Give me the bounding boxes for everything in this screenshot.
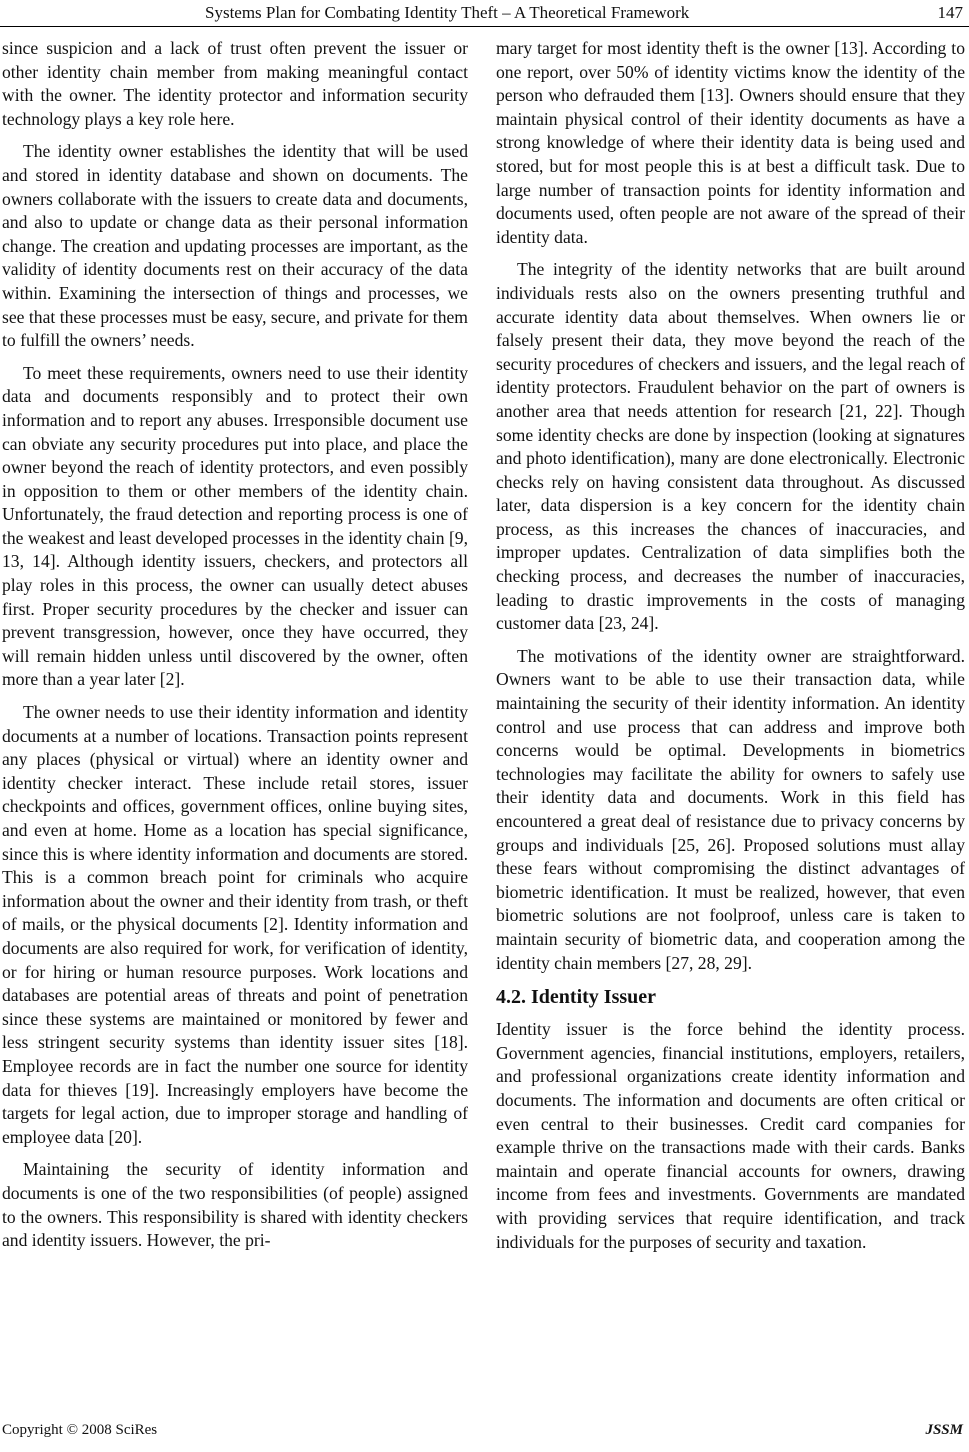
paragraph: The owner needs to use their identity information and identity documents at a number of locations. Transaction points represent any places (physical or virtual) where an identity owner and identity checker interact. These include retail stores, issuer checkpoints and offices, government offices, online buying sites, and even at home. Home as a location has special significance, since this is where identity information and documents are stored. This is a common breach point for criminals who acquire information about the owner and their identity from trash, or theft of mails, or the physical documents [2]. Identity information and documents are also required for work, for verification of identity, or for hiring or human resource purposes. Work locations and databases are potential areas of threats and point of penetration since these systems are maintained or monitored by fewer and less stringent security systems than identity issuer sites [18]. Employee records are in fact the number one source for identity data for thieves [19]. Increasingly employers have become the targets for legal action, due to improper storage and handling of employee data [20]. [2,702,468,1147]
left-column [2,37,468,1262]
paragraph: mary target for most identity theft is the owner [13]. According to one report, over 50% of identity victims know the identity of the person who defrauded them [13]. Owners should ensure that they maintain physical control of their identity documents as have a strong knowledge of where their identity data is being used and stored, but for most people this is at best a difficult task. Due to large number of transaction points for identity information and documents used, often people are not aware of the spread of their identity data. [496,38,965,247]
copyright-notice: Copyright © 2008 SciRes [2,1422,158,1438]
paragraph: The identity owner establishes the identity that will be used and stored in identity database and shown on documents. The owners collaborate with the issuers to create data and documents, and also to update or change data as their personal information change. The creation and updating processes are important, as the validity of identity documents rest on their accuracy of the data within. Examining the intersection of things and processes, we see that these processes must be easy, secure, and private for them to fulfill the owners’ needs. [2,141,468,351]
page-footer [0,1420,969,1450]
journal-name: JSSM [925,1422,963,1438]
right-column [496,37,965,1263]
section-heading: 4.2. Identity Issuer [496,986,657,1009]
paragraph: To meet these requirements, owners need to use their identity data and documents responsibly and to protect their own information and to report any abuses. Irresponsible document use can obviate any security procedures put into place, and place the owner beyond the reach of identity protectors, and even possibly in opposition to them or other members of the identity chain. Unfortunately, the fraud detection and reporting process is one of the weakest and least developed processes in the identity chain [9, 13, 14]. Although identity issuers, checkers, and protectors all play roles in this process, the owner can usually detect abuses first. Proper security procedures by the checker and issuer can prevent transgression, however, once they have occurred, they will remain hidden unless until discovered by the owner, often more than a year later [2]. [2,362,468,690]
paragraph: since suspicion and a lack of trust often prevent the issuer or other identity chain member from making meaningful contact with the owner. The identity protector and information security technology plays a key role here. [2,38,468,129]
running-header [0,0,969,30]
paragraph: Maintaining the security of identity information and documents is one of the two responsibilities (of people) assigned to the owners. This responsibility is shared with identity checkers and identity issuers. However, the pri- [2,1159,468,1251]
page-number: 147 [937,3,963,22]
paragraph: Identity issuer is the force behind the identity process. Government agencies, financial institutions, employers, retailers, and professional organizations create identity information and documents. The information and documents are often critical or even central to their businesses. Credit card companies for example thrive on the transactions made with their cards. Banks maintain and operate financial accounts for owners, drawing income from fees and investments. Governments are mandated with providing services that require identification, and track individuals for the purposes of security and taxation. [496,1019,965,1252]
running-title: Systems Plan for Combating Identity Theft – A Theoretical Framework [205,3,690,22]
paragraph: The motivations of the identity owner are straightforward. Owners want to be able to use their transaction data, while maintaining the security of their identity information. An identity control and use process that can address and improve both concerns would be optimal. Developments in biometrics technologies may facilitate the ability for owners to safely use their identity data and documents. Work in this field has encountered a great deal of resistance due to privacy concerns by groups and individuals [25, 26]. Proposed solutions must allay these fears without compromising the distinct advantages of biometric identification. It must be realized, however, that even biometric solutions are not foolproof, unless care is taken to maintain security of biometric data, and cooperation among the identity chain members [27, 28, 29]. [496,645,965,973]
header-rule [0,26,969,27]
paragraph: The integrity of the identity networks that are built around individuals rests also on the owners presenting truthful and accurate identity data about themselves. When owners lie or falsely present their data, they move beyond the reach of the security procedures of checkers and issuers, and the legal reach of identity protectors. Fraudulent behavior on the part of owners is another area that needs attention for research [21, 22]. Though some identity checks are done by inspection (looking at signatures and photo identification), many are done electronically. Electronic checks rely on having consistent data throughout. As discussed later, data dispersion is a key concern for the identity chain process, as this increases the chances of inaccuracies, and improper updates. Centralization of data simplifies both the checking process, and decreases the number of inaccuracies, leading to drastic improvements in the costs of managing customer data [23, 24]. [496,259,965,634]
